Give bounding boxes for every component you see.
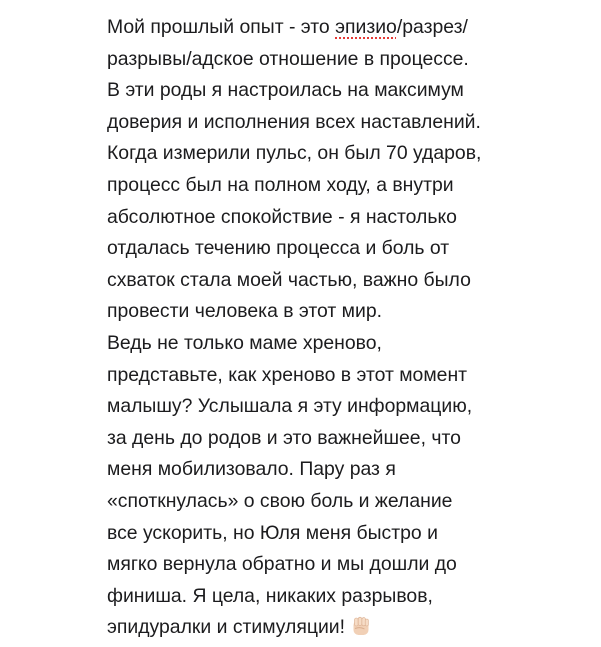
text-line-16: «споткнулась» о свою боль и желание xyxy=(107,489,453,512)
paragraph-2 xyxy=(107,328,587,644)
fist-icon xyxy=(351,615,371,635)
text-line-6: процесс был на полном ходу, а внутри xyxy=(107,173,454,196)
text-line-14: за день до родов и это важнейшее, что xyxy=(107,426,461,449)
text-line-12: представьте, как хреново в этот момент xyxy=(107,363,468,386)
text-line-10: провести человека в этот мир. xyxy=(107,300,383,323)
text-line-17: все ускорить, но Юля меня быстро и xyxy=(107,521,438,544)
text-line-11: Ведь не только маме хреново, xyxy=(107,331,382,354)
text-line-3: В эти роды я настроилась на максимум xyxy=(107,79,464,102)
text-line-2: разрывы/адское отношение в процессе. xyxy=(107,47,469,70)
note-text xyxy=(107,12,587,644)
text-line-18: мягко вернула обратно и мы дошли до xyxy=(107,553,457,576)
misspelled-word[interactable]: эпизио xyxy=(335,16,397,38)
text-line-5: Когда измерили пульс, он был 70 ударов, xyxy=(107,142,482,165)
text-line-4: доверия и исполнения всех наставлений. xyxy=(107,110,481,133)
text-line-13: малышу? Услышала я эту информацию, xyxy=(107,395,473,418)
paragraph-1 xyxy=(107,12,587,328)
text-line-20: эпидуралки и стимуляции! xyxy=(107,612,587,644)
text-line-9: схваток стала моей частью, важно было xyxy=(107,268,471,291)
text-line-8: отдалась течению процесса и боль от xyxy=(107,237,450,260)
text-line-1: Мой прошлый опыт - это эпизио/разрез/ xyxy=(107,16,468,38)
text-line-15: меня мобилизовало. Пару раз я xyxy=(107,458,396,481)
text-line-7: абсолютное спокойствие - я настолько xyxy=(107,205,457,228)
text-line-19: финиша. Я цела, никаких разрывов, xyxy=(107,584,433,607)
